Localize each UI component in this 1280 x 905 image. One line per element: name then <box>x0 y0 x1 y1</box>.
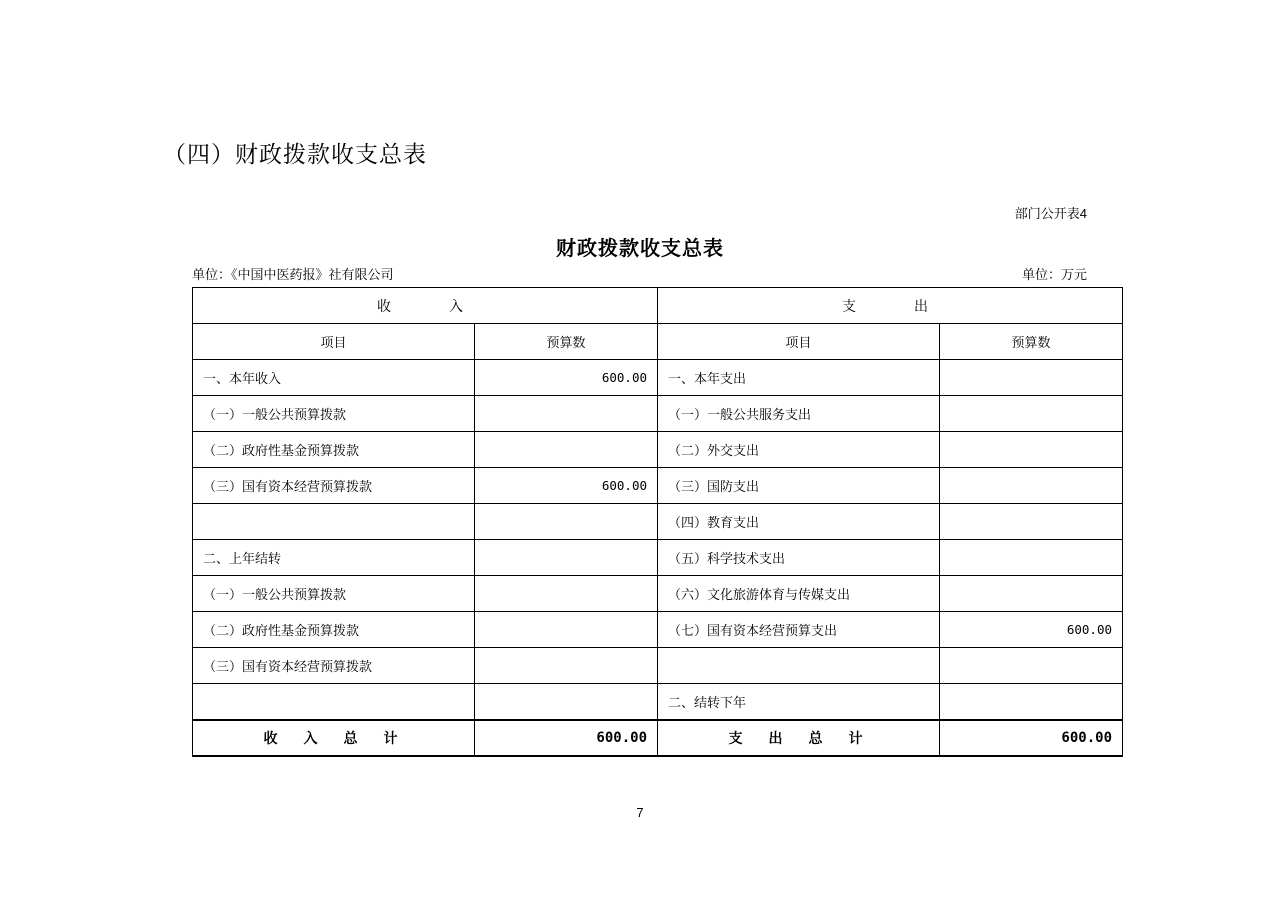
cell-income-item: 一、本年收入 <box>193 360 475 396</box>
table-title: 财政拨款收支总表 <box>556 236 724 260</box>
cell-expenditure-amount <box>940 684 1123 720</box>
cell-expenditure-item <box>658 648 940 684</box>
group-header-expenditure: 支 出 <box>658 288 1123 324</box>
cell-expenditure-amount <box>940 504 1123 540</box>
cell-income-item <box>193 504 475 540</box>
cell-expenditure-item: 一、本年支出 <box>658 360 940 396</box>
table-row <box>193 360 1123 396</box>
cell-income-amount <box>475 612 658 648</box>
cell-expenditure-amount <box>940 432 1123 468</box>
budget-table <box>192 287 1123 757</box>
table-row <box>193 432 1123 468</box>
cell-income-item: （二）政府性基金预算拨款 <box>193 612 475 648</box>
column-header-income-item: 项目 <box>193 324 475 360</box>
table-meta-row <box>192 264 1087 282</box>
cell-expenditure-amount <box>940 540 1123 576</box>
column-header-income-amount: 预算数 <box>475 324 658 360</box>
column-header-expenditure-item: 项目 <box>658 324 940 360</box>
table-row <box>193 612 1123 648</box>
column-header-expenditure-amount: 预算数 <box>940 324 1123 360</box>
table-row <box>193 504 1123 540</box>
cell-income-item: （三）国有资本经营预算拨款 <box>193 648 475 684</box>
cell-expenditure-item: （三）国防支出 <box>658 468 940 504</box>
cell-income-amount <box>475 684 658 720</box>
cell-expenditure-item: （五）科学技术支出 <box>658 540 940 576</box>
cell-income-item: （三）国有资本经营预算拨款 <box>193 468 475 504</box>
cell-expenditure-item: 二、结转下年 <box>658 684 940 720</box>
group-header-income: 收 入 <box>193 288 658 324</box>
currency-unit-label: 单位：万元 <box>1021 267 1087 282</box>
cell-expenditure-amount <box>940 396 1123 432</box>
cell-income-amount <box>475 396 658 432</box>
cell-expenditure-item: （四）教育支出 <box>658 504 940 540</box>
cell-income-amount <box>475 576 658 612</box>
cell-income-item: （一）一般公共预算拨款 <box>193 576 475 612</box>
table-row <box>193 540 1123 576</box>
table-row <box>193 576 1123 612</box>
cell-income-item: （二）政府性基金预算拨款 <box>193 432 475 468</box>
table-row <box>193 648 1123 684</box>
table-total-row <box>193 720 1123 756</box>
cell-expenditure-item: （六）文化旅游体育与传媒支出 <box>658 576 940 612</box>
cell-expenditure-item: （一）一般公共服务支出 <box>658 396 940 432</box>
cell-expenditure-amount: 600.00 <box>940 612 1123 648</box>
cell-income-amount <box>475 504 658 540</box>
table-group-header-row <box>193 288 1123 324</box>
cell-expenditure-amount <box>940 468 1123 504</box>
cell-expenditure-item: （七）国有资本经营预算支出 <box>658 612 940 648</box>
total-amount-expenditure: 600.00 <box>940 720 1123 756</box>
cell-income-amount: 600.00 <box>475 468 658 504</box>
table-column-header-row <box>193 324 1123 360</box>
page-number: 7 <box>636 805 644 820</box>
cell-income-item: （一）一般公共预算拨款 <box>193 396 475 432</box>
total-label-income: 收 入 总 计 <box>193 720 475 756</box>
cell-expenditure-amount <box>940 648 1123 684</box>
total-label-expenditure: 支 出 总 计 <box>658 720 940 756</box>
cell-expenditure-amount <box>940 576 1123 612</box>
table-row <box>193 468 1123 504</box>
cell-income-amount: 600.00 <box>475 360 658 396</box>
cell-income-amount <box>475 540 658 576</box>
cell-income-item: 二、上年结转 <box>193 540 475 576</box>
cell-expenditure-amount <box>940 360 1123 396</box>
table-row <box>193 396 1123 432</box>
total-amount-income: 600.00 <box>475 720 658 756</box>
cell-income-item <box>193 684 475 720</box>
cell-income-amount <box>475 432 658 468</box>
table-row <box>193 684 1123 720</box>
cell-expenditure-item: （二）外交支出 <box>658 432 940 468</box>
unit-name-label: 单位：《中国中医药报》社有限公司 <box>192 267 394 282</box>
cell-income-amount <box>475 648 658 684</box>
form-code-label: 部门公开表4 <box>1014 206 1087 221</box>
section-heading: （四）财政拨款收支总表 <box>163 142 427 168</box>
